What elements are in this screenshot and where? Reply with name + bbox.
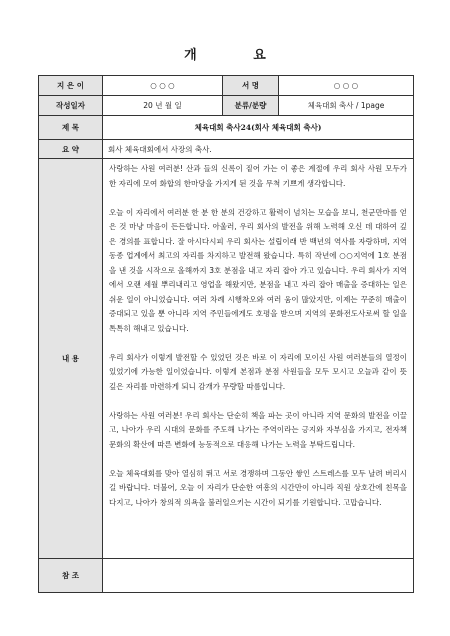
author-value: ○ ○ ○ — [103, 76, 223, 96]
content-paragraph: 사랑하는 사원 여러분! 우리 회사는 단순히 책을 파는 곳이 아니라 지역 문화의 발전을 이끌고, 나아가 우리 시대의 문화를 주도해 나가는 주역이라는 긍지와 자부심을 가지고, 전자책 문화의 확산에 따른 변화에 능동적으로 대응해 나가는 노력을 부탁드립니다. — [109, 410, 407, 449]
content-paragraph: 우리 회사가 이렇게 발전할 수 있었던 것은 바로 이 자리에 모이신 사원 여러분들의 열정이 있었기에 가능한 일이었습니다. 이렇게 본점과 분점 사원들을 모두 모시고 오늘과 같이 뜻 깊은 자리를 마련하게 되니 감개가 무량할 따름입니다. — [109, 352, 407, 391]
summary-form — [38, 75, 414, 593]
subject-label: 제 목 — [39, 116, 103, 140]
reference-label: 참 조 — [39, 559, 103, 593]
date-value: 20 년 월 일 — [103, 96, 223, 116]
date-label: 작성일자 — [39, 96, 103, 116]
content-paragraph: 오늘 체육대회를 맞아 열심히 뛰고 서로 경쟁하며 그동안 쌓인 스트레스를 모두 날려 버리시길 바랍니다. 더불어, 오늘 이 자리가 단순한 여흥의 시간만이 아니라 직원 상호간에 친목을 다지고, 나아가 창의적 의욕을 불러일으키는 시간이 되기를 기원합니다. 고맙습니다. — [109, 468, 407, 507]
category-label: 분류/분량 — [223, 96, 279, 116]
subject-value: 체육대회 축사24(회사 체육대회 축사) — [103, 116, 414, 140]
reader-label: 서 명 — [223, 76, 279, 96]
content-label: 내 용 — [39, 159, 103, 559]
reader-value: ○ ○ ○ — [279, 76, 414, 96]
content-paragraph: 오늘 이 자리에서 여러분 한 분 한 분의 건강하고 활력이 넘치는 모습을 보니, 천군만마를 얻은 것 마냥 마음이 든든합니다. 아울러, 우리 회사의 발전을 위해 노력해 오신 데 대하여 깊은 경의를 표합니다. 잘 아시다시피 우리 회사는 설립이래 반 백년의 역사를 자랑하며, 지역 동종 업계에서 최고의 자리를 차지하고 발전해 왔습니다. 특히 작년에 ○○지역에 1호 분점을 낸 것을 시작으로 올해까지 3호 분점을 내고 자리 잡아 가고 있습니다. 우리 회사가 지역에서 오랜 세월 뿌리내리고 영업을 해왔지만, 분점을 내고 자리 잡아 매출을 증대하는 일은 쉬운 일이 아니었습니다. 여러 차례 시행착오와 여러 움이 많았지만, 이제는 꾸준히 매출이 증대되고 있을 뿐 아니라 지역 주민들에게도 호평을 받으며 지역의 문화전도사로써 할 일을 톡톡히 해내고 있습니다. — [109, 207, 407, 333]
category-value: 체육대회 축사 / 1page — [279, 96, 414, 116]
reference-value — [103, 559, 414, 593]
author-label: 지 은 이 — [39, 76, 103, 96]
summary-value: 회사 체육대회에서 사장의 축사. — [103, 140, 414, 159]
document-title: 개 요 — [184, 48, 292, 63]
summary-label: 요 약 — [39, 140, 103, 159]
content-paragraph: 사랑하는 사원 여러분! 산과 들의 신록이 짙어 가는 이 좋은 계절에 우리 회사 사원 모두가 한 자리에 모여 화합의 한마당을 가지게 된 것을 무척 기쁘게 생각합니다. — [109, 164, 407, 188]
content-body — [103, 159, 414, 559]
